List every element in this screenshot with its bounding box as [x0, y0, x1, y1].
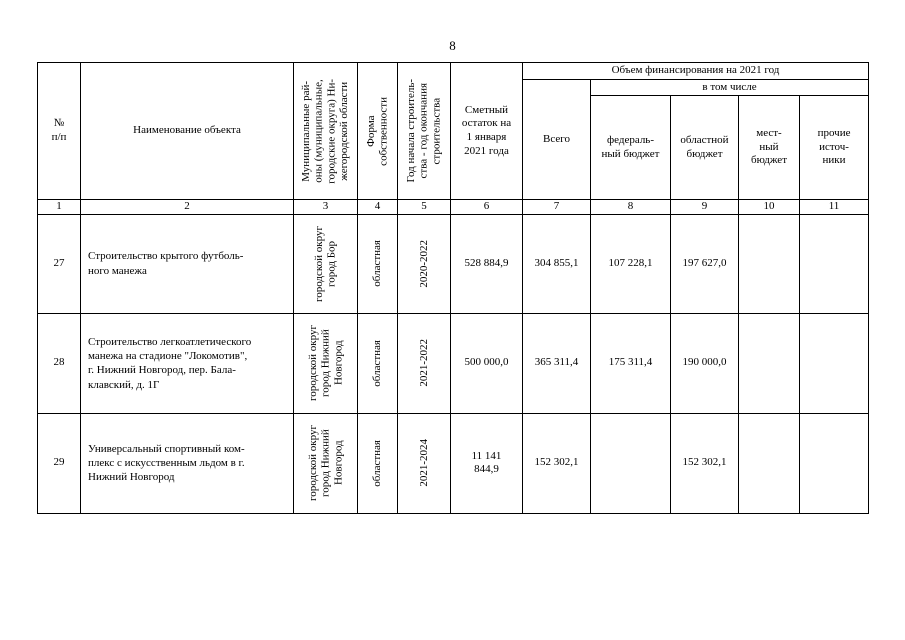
district-cell	[294, 413, 358, 513]
header-ownership	[358, 63, 398, 200]
balance-cell: 500 000,0	[451, 313, 523, 413]
header-name: Наименование объекта	[81, 63, 294, 200]
header-district	[294, 63, 358, 200]
balance-cell: 11 141 844,9	[451, 413, 523, 513]
row-num: 28	[38, 313, 81, 413]
column-number: 2	[81, 200, 294, 215]
years-text: 2021-2022	[417, 339, 430, 388]
ownership-text: областная	[371, 240, 384, 288]
column-number: 7	[523, 200, 591, 215]
years-cell	[398, 214, 451, 313]
header-including-group: в том числе	[591, 80, 869, 96]
page-number: 8	[449, 38, 456, 53]
years-text: 2020-2022	[417, 239, 430, 288]
object-name: Универсальный спортивный ком- плекс с искусственным льдом в г. Нижний Новгород	[81, 413, 294, 513]
ownership-text: областная	[371, 439, 384, 487]
district-text: городской округ город Бор	[312, 225, 338, 302]
local-cell	[739, 313, 800, 413]
header-district-text: Муниципальные рай- оны (муниципальные, городские округа) Ни- жегородской области	[300, 78, 351, 184]
regional-cell: 190 000,0	[671, 313, 739, 413]
column-number: 10	[739, 200, 800, 215]
header-local: мест- ный бюджет	[739, 96, 800, 200]
district-cell	[294, 313, 358, 413]
other-cell	[800, 313, 869, 413]
object-name: Строительство легкоатлетического манежа на стадионе "Локомотив", г. Нижний Новгород, пер. Бала- клавский, д. 1Г	[81, 313, 294, 413]
local-cell	[739, 413, 800, 513]
header-regional: областной бюджет	[671, 96, 739, 200]
header-years-text: Год начала строитель- ства - год окончания строительства	[405, 79, 443, 183]
header-row-1	[38, 63, 869, 80]
header-total: Всего	[523, 80, 591, 200]
column-number: 9	[671, 200, 739, 215]
header-num: № п/п	[38, 63, 81, 200]
table-row	[38, 413, 869, 513]
federal-cell	[591, 413, 671, 513]
header-federal: федераль- ный бюджет	[591, 96, 671, 200]
other-cell	[800, 214, 869, 313]
ownership-cell	[358, 313, 398, 413]
header-funding-group: Объем финансирования на 2021 год	[523, 63, 869, 80]
header-years	[398, 63, 451, 200]
total-cell: 304 855,1	[523, 214, 591, 313]
regional-cell: 197 627,0	[671, 214, 739, 313]
object-name: Строительство крытого футболь- ного манежа	[81, 214, 294, 313]
regional-cell: 152 302,1	[671, 413, 739, 513]
district-text: городской округ город Нижний Новгород	[306, 425, 344, 502]
district-cell	[294, 214, 358, 313]
federal-cell: 175 311,4	[591, 313, 671, 413]
district-text: городской округ город Нижний Новгород	[306, 325, 344, 402]
table-row	[38, 214, 869, 313]
total-cell: 152 302,1	[523, 413, 591, 513]
federal-cell: 107 228,1	[591, 214, 671, 313]
column-numbers-row	[38, 200, 869, 215]
ownership-text: областная	[371, 339, 384, 387]
column-number: 8	[591, 200, 671, 215]
total-cell: 365 311,4	[523, 313, 591, 413]
financing-table	[37, 62, 869, 514]
balance-cell: 528 884,9	[451, 214, 523, 313]
column-number: 6	[451, 200, 523, 215]
header-ownership-text: Форма собственности	[364, 96, 390, 166]
local-cell	[739, 214, 800, 313]
other-cell	[800, 413, 869, 513]
ownership-cell	[358, 413, 398, 513]
years-cell	[398, 313, 451, 413]
column-number: 1	[38, 200, 81, 215]
header-other: прочие источ- ники	[800, 96, 869, 200]
table-row	[38, 313, 869, 413]
column-number: 4	[358, 200, 398, 215]
years-cell	[398, 413, 451, 513]
column-number: 3	[294, 200, 358, 215]
column-number: 5	[398, 200, 451, 215]
header-balance: Сметный остаток на 1 января 2021 года	[451, 63, 523, 200]
row-num: 27	[38, 214, 81, 313]
years-text: 2021-2024	[417, 439, 430, 488]
ownership-cell	[358, 214, 398, 313]
column-number: 11	[800, 200, 869, 215]
row-num: 29	[38, 413, 81, 513]
